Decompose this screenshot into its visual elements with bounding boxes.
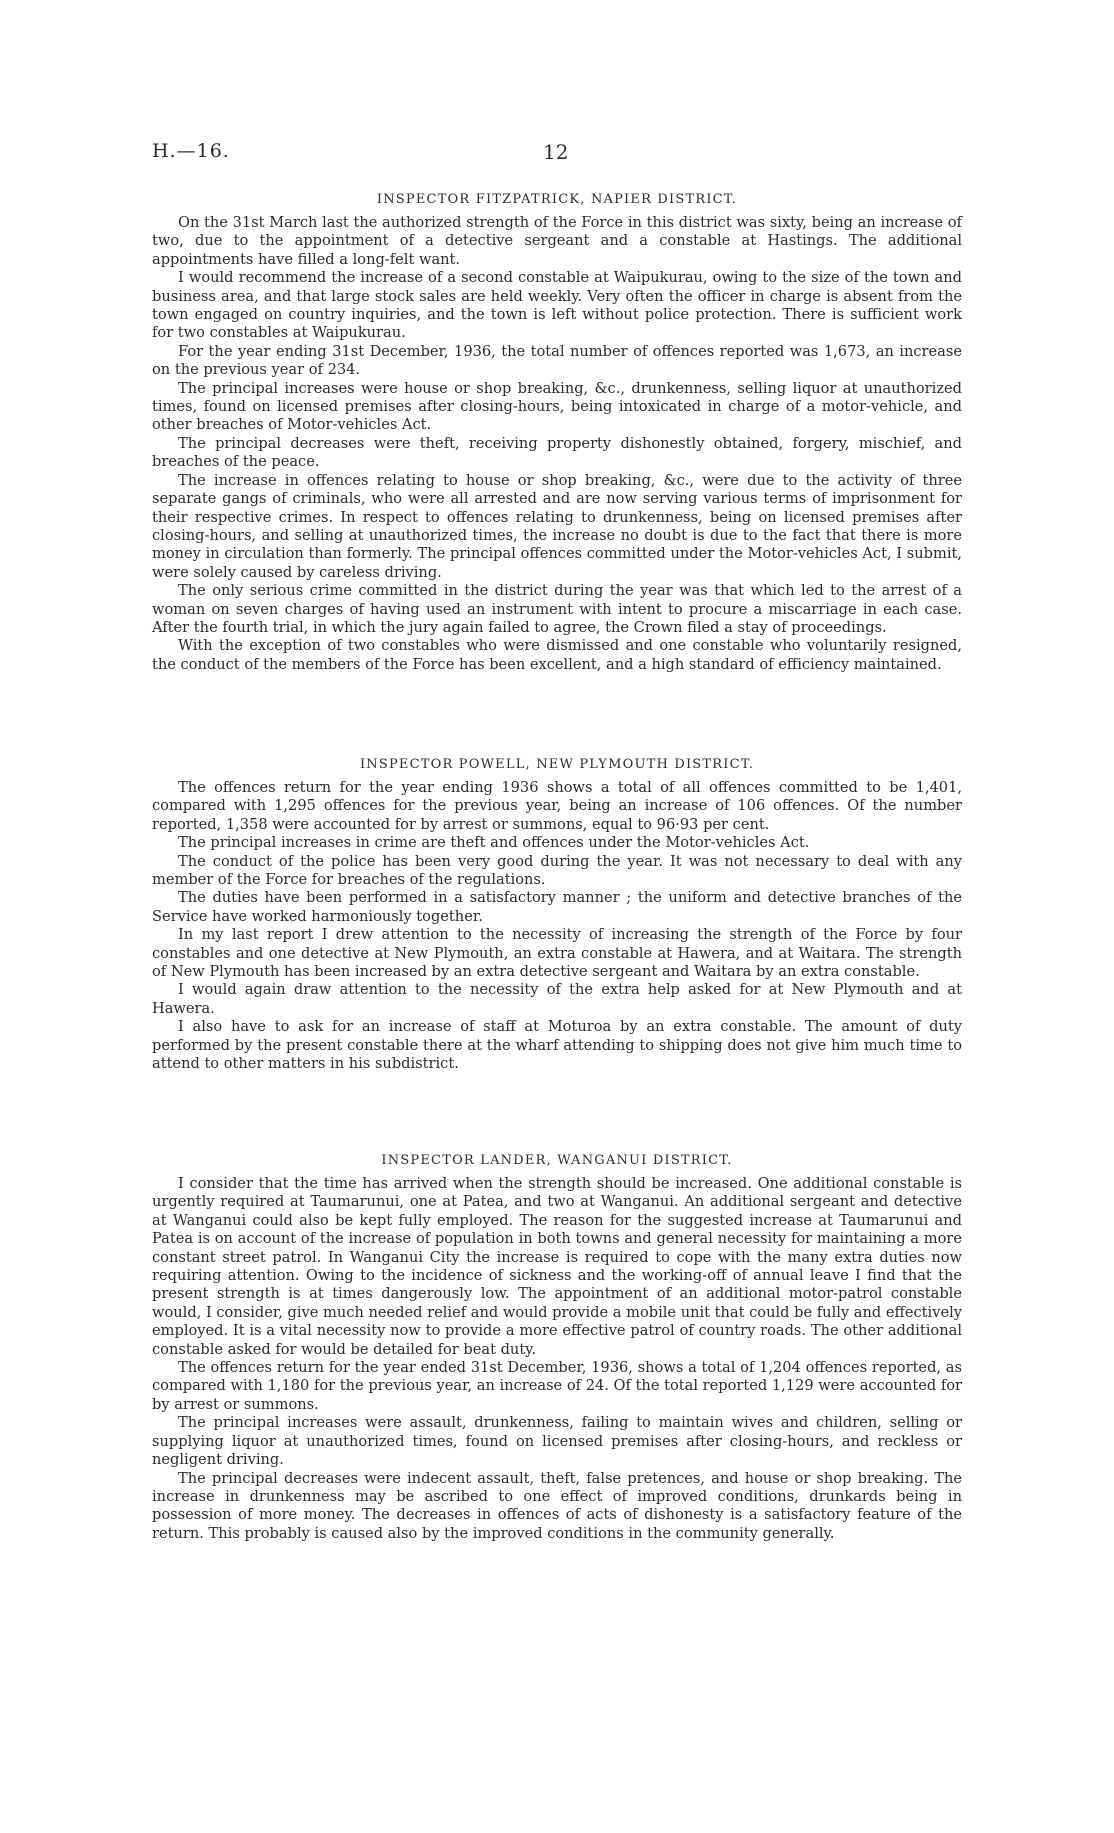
paragraph: The offences return for the year ending 1936 shows a total of all offences committed to be 1,401, compared with 1,295 offences for the previous year, being an increase of 106 offences. Of the number reported, 1,358 were accounted for by arrest or summons, equal to 96·93 per cent. (152, 779, 962, 833)
section-napier-district (152, 192, 962, 674)
paragraph: In my last report I drew attention to the necessity of increasing the strength of the Force by four constables and one detective at New Plymouth, an extra constable at Hawera, and at Waitara. The strength of New Plymouth has been increased by an extra detective sergeant and Waitara by an extra constable. (152, 926, 962, 981)
paragraph: I consider that the time has arrived when the strength should be increased. One additional constable is urgently required at Taumarunui, one at Patea, and two at Wanganui. An additional sergeant and detective at Wanganui could also be kept fully employed. The reason for the suggested increase at Taumarunui and Patea is on account of the increase of population in both towns and general necessity for maintaining a more constant street patrol. In Wanganui City the increase is required to cope with the many extra duties now requiring attention. Owing to the incidence of sickness and the working-off of annual leave I find that the present strength is at times dangerously low. The appointment of an additional motor-patrol constable would, I consider, give much needed relief and would provide a mobile unit that could be fully and effectively employed. It is a vital necessity now to provide a more effective patrol of country roads. The other additional constable asked for would be detailed for beat duty. (152, 1175, 963, 1358)
paragraph: The only serious crime committed in the district during the year was that which led to the arrest of a woman on seven charges of having used an instrument with intent to procure a miscarriage in each case. After the fourth trial, in which the jury again failed to agree, the Crown filed a stay of proceedings. (152, 582, 962, 636)
paragraph: The increase in offences relating to house or shop breaking, &c., were due to the activity of three separate gangs of criminals, who were all arrested and are now serving various terms of imprisonment for their respective crimes. In respect to offences relating to drunkenness, being on licensed premises after closing-hours, and selling at unauthorized times, the increase no doubt is due to the fact that there is more money in circulation than formerly. The principal offences committed under the Motor-vehicles Act, I submit, were solely caused by careless driving. (152, 471, 962, 581)
page-reference: H.—16. (152, 140, 230, 162)
paragraph: The principal increases were assault, drunkenness, failing to maintain wives and children, selling or supplying liquor at unauthorized times, found on licensed premises after closing-hours, and reckless or negligent driving. (152, 1414, 962, 1469)
paragraph: On the 31st March last the authorized strength of the Force in this district was sixty, being an increase of two, due to the appointment of a detective sergeant and a constable at Hastings. The additional appointments have filled a long-felt want. (152, 214, 962, 268)
paragraph: I would recommend the increase of a second constable at Waipukurau, owing to the size of the town and business area, and that large stock sales are held weekly. Very often the officer in charge is absent from the town engaged on country inquiries, and the town is left without police protection. There is sufficient work for two constables at Waipukurau. (152, 269, 962, 342)
paragraph: The principal increases were house or shop breaking, &c., drunkenness, selling liquor at unauthorized times, found on licensed premises after closing-hours, being intoxicated in charge of a motor-vehicle, and other breaches of Motor-vehicles Act. (152, 379, 962, 434)
section-heading: INSPECTOR POWELL, NEW PLYMOUTH DISTRICT. (359, 757, 755, 772)
paragraph: With the exception of two constables who were dismissed and one constable who voluntarily resigned, the conduct of the members of the Force has been excellent, and a high standard of efficiency maintained. (152, 637, 962, 673)
paragraph: The conduct of the police has been very good during the year. It was not necessary to deal with any member of the Force for breaches of the regulations. (152, 852, 962, 889)
paragraph: The offences return for the year ended 31st December, 1936, shows a total of 1,204 offences reported, as compared with 1,180 for the previous year, an increase of 24. Of the total reported 1,129 were accounted for by arrest or summons. (152, 1359, 962, 1413)
paragraph: For the year ending 31st December, 1936, the total number of offences reported was 1,673, an increase on the previous year of 234. (152, 342, 962, 379)
paragraph: The duties have been performed in a satisfactory manner ; the uniform and detective branches of the Service have worked harmoniously together. (152, 889, 962, 925)
section-new-plymouth-district (152, 757, 962, 1074)
page-number: 12 (543, 140, 569, 164)
paragraph: I would again draw attention to the necessity of the extra help asked for at New Plymouth and at Hawera. (152, 981, 962, 1017)
section-wanganui-district (152, 1153, 962, 1543)
paragraph: The principal decreases were indecent assault, theft, false pretences, and house or shop breaking. The increase in drunkenness may be ascribed to one effect of improved conditions, drunkards being in possession of more money. The decreases in offences of acts of dishonesty is a satisfactory feature of the return. This probably is caused also by the improved conditions in the community generally. (152, 1469, 962, 1542)
paragraph: The principal increases in crime are theft and offences under the Motor-vehicles Act. (178, 834, 810, 852)
section-heading: INSPECTOR LANDER, WANGANUI DISTRICT. (381, 1153, 733, 1168)
paragraph: I also have to ask for an increase of staff at Moturoa by an extra constable. The amount of duty performed by the present constable there at the wharf attending to shipping does not give him much time to attend to other matters in his subdistrict. (152, 1018, 962, 1073)
section-heading: INSPECTOR FITZPATRICK, NAPIER DISTRICT. (376, 192, 738, 207)
paragraph: The principal decreases were theft, receiving property dishonestly obtained, forgery, mischief, and breaches of the peace. (152, 434, 962, 471)
